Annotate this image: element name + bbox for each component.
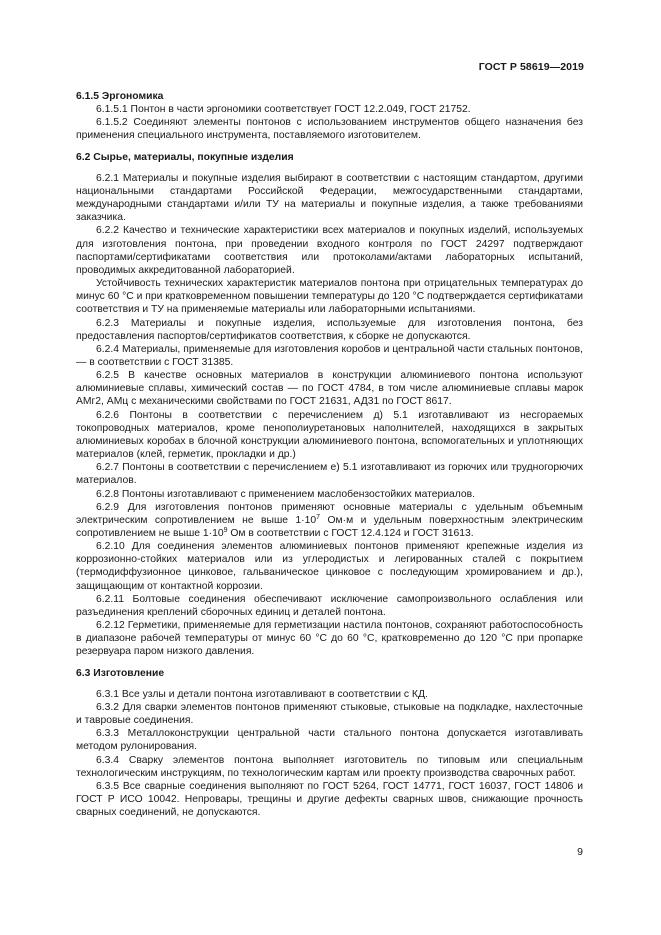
paragraph-6-3-1: 6.3.1 Все узлы и детали понтона изготавливают в соответствии с КД. <box>96 688 428 700</box>
paragraph-6-2-9 <box>76 501 583 540</box>
paragraph-6-2-11: 6.2.11 Болтовые соединения обеспечивают исключение самопроизвольного ослабления или разъединения креплений сборочных единиц и деталей понтона. <box>76 593 583 618</box>
paragraph-6-2-9-part-b: Ом·м и удельным поверхностным электрическим сопротивлением не выше 1·10 <box>76 514 583 539</box>
paragraph-6-2-9-part-a: 6.2.9 Для изготовления понтонов применяют основные материалы с удельным объемным электрическим сопротивлением не выше 1·10 <box>76 501 583 526</box>
paragraph-6-3-4: 6.3.4 Сварку элементов понтона выполняет изготовитель по типовым или специальным технологическим инструкциям, по технологическим картам или проекту производства сварочных работ. <box>76 754 583 779</box>
paragraph-6-2-9-part-c: Ом в соответствии с ГОСТ 12.4.124 и ГОСТ 31613. <box>227 528 474 539</box>
section-heading-6-2: 6.2 Сырье, материалы, покупные изделия <box>76 151 294 163</box>
paragraph-6-2-2: 6.2.2 Качество и технические характеристики всех материалов и покупных изделий, используемых для изготовления понтона, при проведении входного контроля по ГОСТ 24297 подтверждают паспортами/сертификатами соответствия или протоколами/актами лабораторных испытаний, проводимых аккредитованной лабораторией. <box>76 225 583 276</box>
section-heading-6-3: 6.3 Изготовление <box>76 667 165 679</box>
paragraph-6-2-8: 6.2.8 Понтоны изготавливают с применением маслобензостойких материалов. <box>96 488 476 500</box>
paragraph-6-1-5-2: 6.1.5.2 Соединяют элементы понтонов с использованием инструментов общего назначения без применения специального инструмента, поставляемого изготовителем. <box>76 117 583 142</box>
paragraph-6-1-5-1: 6.1.5.1 Понтон в части эргономики соответствует ГОСТ 12.2.049, ГОСТ 21752. <box>96 104 471 116</box>
document-header: ГОСТ Р 58619—2019 <box>478 61 584 73</box>
exponent-7: 7 <box>316 513 321 521</box>
paragraph-6-2-7: 6.2.7 Понтоны в соответствии с перечислением е) 5.1 изготавливают из горючих или трудногорючих материалов. <box>76 462 583 487</box>
paragraph-6-2-3: 6.2.3 Материалы и покупные изделия, используемые для изготовления понтона, без предоставления паспортов/сертификатов соответствия, к сборке не допускаются. <box>76 317 583 342</box>
paragraph-6-2-12: 6.2.12 Герметики, применяемые для герметизации настила понтонов, сохраняют работоспособность в диапазоне рабочей температуры от минус 60 °С до 60 °С, кратковременно до 120 °С при пропарке резервуара паром низкого давления. <box>76 620 583 658</box>
paragraph-6-2-10: 6.2.10 Для соединения элементов алюминиевых понтонов применяют крепежные изделия из коррозионно-стойких материалов или из углеродистых и легированных сталей с покрытием (термодиффузионное цинковое, гальваническое цинковое с последующим хромированием и др.), защищающим от контактной коррозии. <box>76 541 583 592</box>
paragraph-6-3-3: 6.3.3 Металлоконструкции центральной части стального понтона допускается изготавливать методом рулонирования. <box>76 728 583 753</box>
exponent-9: 9 <box>223 527 228 534</box>
paragraph-6-3-2: 6.3.2 Для сварки элементов понтонов применяют стыковые, стыковые на подкладке, нахлесточные и тавровые соединения. <box>76 701 583 727</box>
page-content <box>76 90 583 819</box>
paragraph-6-2-6: 6.2.6 Понтоны в соответствии с перечислением д) 5.1 изготавливают из несгораемых токопроводных материалов, кроме пенополиуретановых наполнителей, находящихся в закрытых алюминиевых коробах в блочной конструкции алюминиевого понтона, вспомогательных и уплотняющих материалов (клей, герметик, прокладки и др.) <box>76 409 583 461</box>
paragraph-6-2-1: 6.2.1 Материалы и покупные изделия выбирают в соответствии с настоящим стандартом, другими национальными стандартами Российской Федерации, межгосударственными стандартами, международными стандартами и/или ТУ на материалы и покупные изделия, а также требованиями заказчика. <box>76 172 583 224</box>
paragraph-6-3-5: 6.3.5 Все сварные соединения выполняют по ГОСТ 5264, ГОСТ 14771, ГОСТ 16037, ГОСТ 14806 и ГОСТ Р ИСО 10042. Непровары, трещины и другие дефекты сварных швов, снижающие прочность сварных соединений, не допускаются. <box>76 780 583 819</box>
page-number: 9 <box>577 846 583 858</box>
paragraph-6-2-2-stability: Устойчивость технических характеристик материалов понтона при отрицательных температурах до минус 60 °С и при кратковременном повышении температуры до 120 °С подтверждается сертификатами соответствия и ТУ на применяемые материалы или лабораторными испытаниями. <box>76 278 583 316</box>
paragraph-6-2-4: 6.2.4 Материалы, применяемые для изготовления коробов и центральной части стальных понтонов, — в соответствии с ГОСТ 31385. <box>76 343 583 368</box>
paragraph-6-2-5: 6.2.5 В качестве основных материалов в конструкции алюминиевого понтона используют алюминиевые сплавы, химический состав — по ГОСТ 4784, в том числе алюминиевые сплавы марок АМг2, АМц с механическими свойствами по ГОСТ 21631, АД31 по ГОСТ 8617. <box>76 370 583 408</box>
section-heading-6-1-5: 6.1.5 Эргономика <box>76 91 164 102</box>
